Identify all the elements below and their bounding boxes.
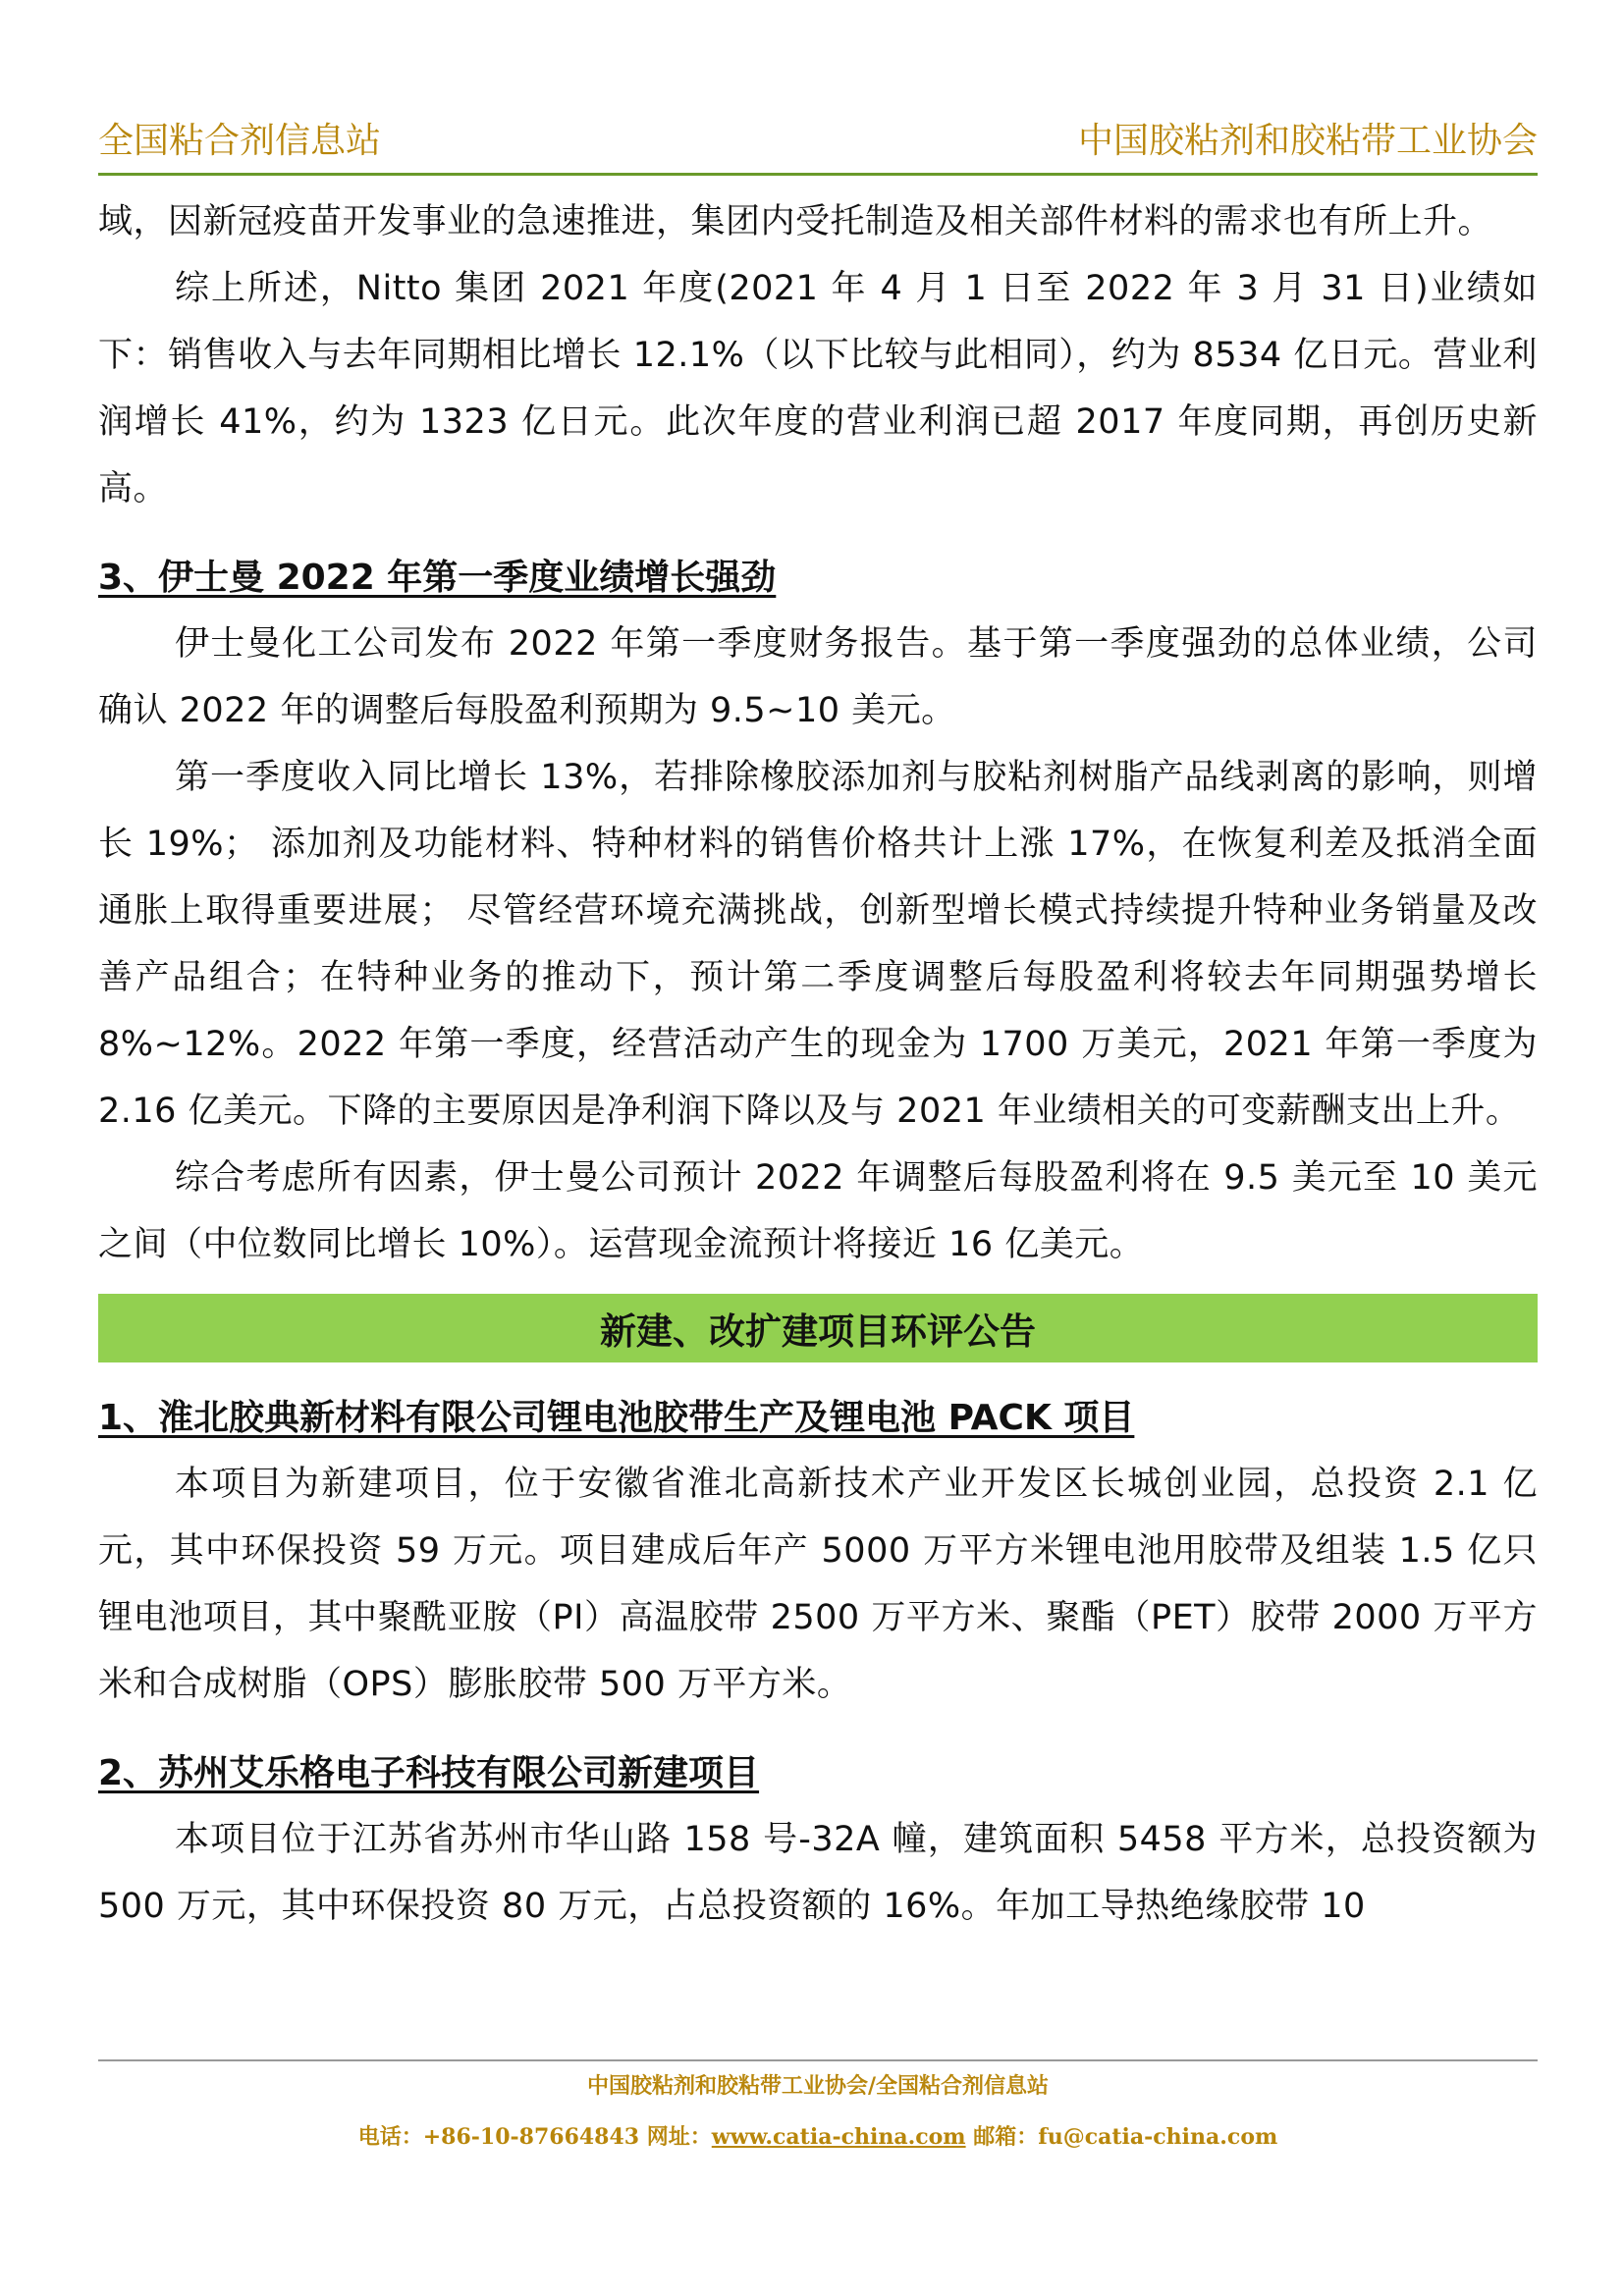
paragraph: 伊士曼化工公司发布 2022 年第一季度财务报告。基于第一季度强劲的总体业绩，公司确认 2022 年的调整后每股盈利预期为 9.5~10 美元。 [98,624,1538,730]
section-heading: 3、伊士曼 2022 年第一季度业绩增长强劲 [98,558,777,598]
paragraph: 本项目位于江苏省苏州市华山路 158 号-32A 幢，建筑面积 5458 平方米，总投资额为 500 万元，其中环保投资 80 万元，占总投资额的 16%。年加工导热绝缘胶带 10 [98,1820,1538,1926]
paragraph: 综合考虑所有因素，伊士曼公司预计 2022 年调整后每股盈利将在 9.5 美元至 10 美元之间（中位数同比增长 10%）。运营现金流预计将接近 16 亿美元。 [98,1158,1538,1264]
footer-organization: 中国胶粘剂和胶粘带工业协会/全国粘合剂信息站 [586,2073,1050,2099]
header-divider [98,173,1538,176]
project-heading: 1、淮北胶典新材料有限公司锂电池胶带生产及锂电池 PACK 项目 [98,1398,1135,1438]
paragraph: 本项目为新建项目，位于安徽省淮北高新技术产业开发区长城创业园，总投资 2.1 亿元，其中环保投资 59 万元。项目建成后年产 5000 万平方米锂电池用胶带及组装 1.5 亿只锂电池项目，其中聚酰亚胺（PI）高温胶带 2500 万平方米、聚酯（PET）胶带 2000 万平方米和合成树脂（OPS）膨胀胶带 500 万平方米。 [98,1465,1538,1704]
paragraph: 第一季度收入同比增长 13%，若排除橡胶添加剂与胶粘剂树脂产品线剥离的影响，则增长 19%； 添加剂及功能材料、特种材料的销售价格共计上涨 17%，在恢复利差及抵消全面通胀上取得重要进展； 尽管经营环境充满挑战，创新型增长模式持续提升特种业务销量及改善产品组合；在特种业务的推动下，预计第二季度调整后每股盈利将较去年同期强势增长 8%~12%。2022 年第一季度，经营活动产生的现金为 1700 万美元，2021 年第一季度为 2.16 亿美元。下降的主要原因是净利润下降以及与 2021 年业绩相关的可变薪酬支出上升。 [98,758,1538,1131]
page-header [98,116,1538,167]
header-right: 中国胶粘剂和胶粘带工业协会 [1077,121,1538,161]
footer-divider [98,2059,1538,2061]
project-heading: 2、苏州艾乐格电子科技有限公司新建项目 [98,1753,760,1793]
section-banner: 新建、改扩建项目环评公告 [98,1294,1538,1362]
footer-phone: 电话：+86-10-87664843 网址： [357,2124,712,2150]
footer-email: 邮箱：fu@catia-china.com [965,2124,1278,2150]
footer-contact [98,2120,1538,2151]
header-left: 全国粘合剂信息站 [98,121,382,161]
website-link[interactable]: www.catia-china.com [711,2124,966,2150]
paragraph: 域，因新冠疫苗开发事业的急速推进，集团内受托制造及相关部件材料的需求也有所上升。 [98,202,1493,241]
document-body [98,188,1538,1940]
paragraph: 综上所述，Nitto 集团 2021 年度(2021 年 4 月 1 日至 2022 年 3 月 31 日)业绩如下：销售收入与去年同期相比增长 12.1%（以下比较与此相同），约为 8534 亿日元。营业利润增长 41%，约为 1323 亿日元。此次年度的营业利润已超 2017 年度同期，再创历史新高。 [98,269,1538,508]
